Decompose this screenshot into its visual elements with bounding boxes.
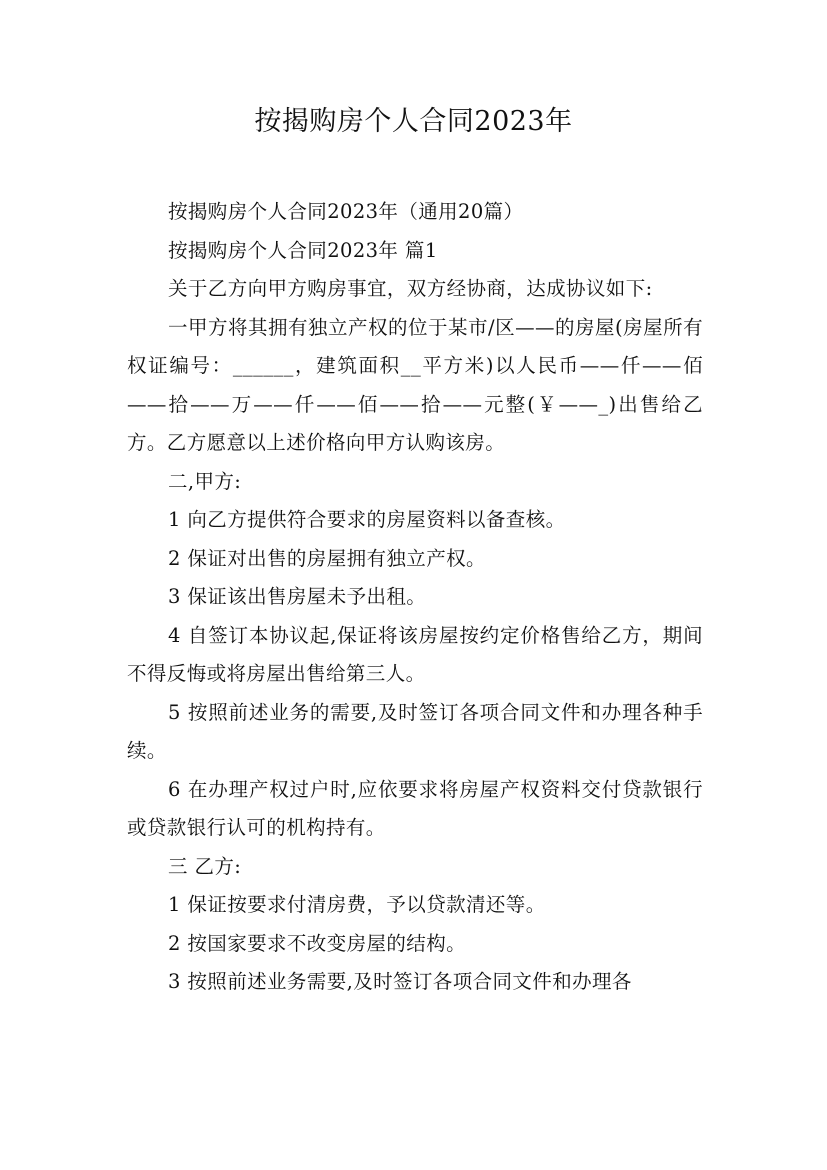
- subtitle-line: 按揭购房个人合同2023年（通用20篇）: [168, 200, 524, 223]
- party-b-item-1: 1 保证按要求付清房费，予以贷款清还等。: [168, 893, 546, 916]
- party-a-item-1: 1 向乙方提供符合要求的房屋资料以备查核。: [168, 508, 566, 531]
- party-a-item-4: 4 自签订本协议起,保证将该房屋按约定价格售给乙方，期间不得反悔或将房屋出售给第三人。: [127, 623, 703, 685]
- party-a-item-6: 6 在办理产权过户时,应依要求将房屋产权资料交付贷款银行或贷款银行认可的机构持有。: [127, 777, 703, 839]
- party-a-item-2: 2 保证对出售的房屋拥有独立产权。: [168, 546, 486, 570]
- clause-one-paragraph: 一甲方将其拥有独立产权的位于某市/区——的房屋(房屋所有权证编号：______，建筑面积__平方米)以人民币——仟——佰——拾——万——仟——佰——拾——元整(￥——_)出售给乙方。乙方愿意以上述价格向甲方认购该房。: [127, 315, 703, 454]
- party-a-item-3: 3 保证该出售房屋未予出租。: [168, 585, 427, 608]
- party-b-heading: 三 乙方:: [168, 854, 242, 878]
- document-body: [127, 193, 703, 1002]
- intro-paragraph: 关于乙方向甲方购房事宜，双方经协商，达成协议如下:: [168, 277, 653, 300]
- document-title: 按揭购房个人合同2023年: [254, 106, 573, 137]
- section-heading: 按揭购房个人合同2023年 篇1: [168, 238, 438, 262]
- party-a-heading: 二,甲方:: [168, 469, 242, 493]
- party-a-item-5: 5 按照前述业务的需要,及时签订各项合同文件和办理各种手续。: [127, 700, 703, 762]
- party-b-item-3: 3 按照前述业务需要,及时签订各项合同文件和办理各: [168, 970, 632, 993]
- party-b-item-2: 2 按国家要求不改变房屋的结构。: [168, 931, 467, 955]
